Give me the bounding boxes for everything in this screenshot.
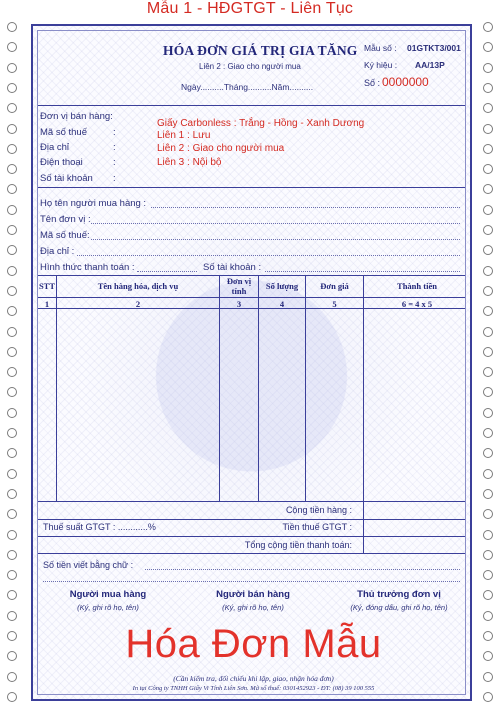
buyer-address-line bbox=[77, 255, 460, 256]
number-label: Số : bbox=[364, 78, 381, 88]
paper-info-line3: Liên 2 : Giao cho người mua bbox=[157, 143, 285, 154]
seller-phone-label: Điện thoại bbox=[40, 157, 83, 168]
buyer-account-line bbox=[265, 271, 460, 272]
copy-label: Liên 2 : Giao cho người mua bbox=[199, 62, 301, 71]
tractor-hole bbox=[7, 509, 17, 519]
buyer-unit-line bbox=[91, 223, 460, 224]
tractor-hole bbox=[483, 611, 493, 621]
tractor-hole bbox=[7, 63, 17, 73]
seller-account-colon: : bbox=[113, 173, 116, 184]
in-words-line bbox=[145, 569, 460, 570]
in-words-label: Số tiền viết bằng chữ : bbox=[43, 560, 134, 570]
date-line: Ngày..........Tháng..........Năm.......... bbox=[181, 82, 314, 92]
tractor-hole bbox=[7, 306, 17, 316]
col-header-qty: Số lượng bbox=[265, 281, 299, 291]
tractor-holes-right bbox=[480, 22, 496, 702]
col-number-4: 4 bbox=[279, 299, 285, 309]
tractor-hole bbox=[7, 408, 17, 418]
col-header-price: Đơn giá bbox=[320, 281, 349, 291]
invoice-code-box bbox=[360, 29, 460, 91]
tractor-hole bbox=[7, 387, 17, 397]
tractor-hole bbox=[483, 550, 493, 560]
tractor-hole bbox=[7, 590, 17, 600]
tractor-hole bbox=[7, 327, 17, 337]
tractor-hole bbox=[7, 448, 17, 458]
tractor-hole bbox=[7, 570, 17, 580]
tractor-hole bbox=[483, 42, 493, 52]
tractor-hole bbox=[7, 103, 17, 113]
tractor-hole bbox=[483, 590, 493, 600]
tractor-hole bbox=[483, 103, 493, 113]
tractor-hole bbox=[483, 266, 493, 276]
tractor-hole bbox=[7, 225, 17, 235]
signature-head-title: Thủ trưởng đơn vị bbox=[357, 589, 441, 600]
symbol-value: AA/13P bbox=[415, 60, 445, 70]
buyer-unit-label: Tên đơn vị : bbox=[40, 214, 91, 225]
col-number-2: 2 bbox=[135, 299, 141, 309]
tractor-hole bbox=[483, 469, 493, 479]
tractor-hole bbox=[7, 347, 17, 357]
seller-address-label: Địa chỉ bbox=[40, 142, 70, 153]
tractor-hole bbox=[483, 387, 493, 397]
tractor-hole bbox=[7, 245, 17, 255]
buyer-payment-line bbox=[137, 271, 197, 272]
invoice-title: HÓA ĐƠN GIÁ TRỊ GIA TĂNG bbox=[163, 43, 358, 58]
subtotal-label: Cộng tiền hàng : bbox=[285, 505, 352, 515]
sample-watermark: Hóa Đơn Mẫu bbox=[125, 622, 382, 666]
tractor-hole bbox=[7, 83, 17, 93]
buyer-name-line bbox=[151, 207, 460, 208]
col-number-6: 6 = 4 x 5 bbox=[401, 299, 433, 309]
tractor-hole bbox=[7, 469, 17, 479]
tractor-hole bbox=[483, 428, 493, 438]
footer-check-note: (Cần kiểm tra, đối chiếu khi lập, giao, nhận hóa đơn) bbox=[173, 674, 334, 683]
signature-head-note: (Ký, đóng dấu, ghi rõ họ, tên) bbox=[350, 603, 448, 612]
paper-info-line1: Giấy Carbonless : Trắng - Hồng - Xanh Dương bbox=[157, 118, 365, 129]
tractor-hole bbox=[483, 124, 493, 134]
tractor-hole bbox=[7, 124, 17, 134]
tractor-hole bbox=[483, 672, 493, 682]
tractor-hole bbox=[7, 205, 17, 215]
buyer-address-label: Địa chỉ : bbox=[40, 246, 75, 257]
seller-address-colon: : bbox=[113, 142, 116, 153]
tractor-hole bbox=[483, 367, 493, 377]
buyer-name-label: Họ tên người mua hàng : bbox=[40, 198, 147, 209]
tractor-hole bbox=[483, 225, 493, 235]
tractor-hole bbox=[7, 428, 17, 438]
buyer-tax-label: Mã số thuế: bbox=[40, 230, 90, 241]
tractor-hole bbox=[7, 22, 17, 32]
buyer-payment-label: Hình thức thanh toán : bbox=[40, 262, 135, 273]
col-header-goods: Tên hàng hóa, dịch vụ bbox=[97, 281, 179, 291]
tractor-hole bbox=[7, 651, 17, 661]
col-number-1: 1 bbox=[44, 299, 50, 309]
tractor-hole bbox=[483, 530, 493, 540]
tractor-hole bbox=[7, 672, 17, 682]
tractor-hole bbox=[483, 205, 493, 215]
tractor-hole bbox=[483, 164, 493, 174]
tractor-hole bbox=[483, 631, 493, 641]
paper-info-line4: Liên 3 : Nội bộ bbox=[157, 157, 222, 168]
signature-buyer-title: Người mua hàng bbox=[69, 589, 147, 600]
form-no-label: Mẫu số : bbox=[364, 43, 397, 53]
invoice-sheet bbox=[31, 24, 472, 701]
signature-seller-title: Người bán hàng bbox=[216, 589, 290, 600]
tractor-hole bbox=[483, 347, 493, 357]
tractor-hole bbox=[483, 448, 493, 458]
col-header-unit: Đơn vị tính bbox=[226, 276, 252, 296]
tractor-hole bbox=[483, 184, 493, 194]
tractor-hole bbox=[7, 144, 17, 154]
seller-tax-label: Mã số thuế bbox=[40, 127, 87, 138]
tractor-hole bbox=[483, 327, 493, 337]
page-title: Mẫu 1 - HĐGTGT - Liên Tục bbox=[146, 0, 354, 17]
vat-rate-label: Thuế suất GTGT : ............% bbox=[43, 522, 156, 532]
col-number-5: 5 bbox=[332, 299, 337, 309]
tractor-hole bbox=[483, 408, 493, 418]
tractor-hole bbox=[483, 489, 493, 499]
tractor-hole bbox=[7, 611, 17, 621]
seller-tax-colon: : bbox=[113, 127, 116, 138]
tractor-hole bbox=[483, 570, 493, 580]
seller-phone-colon: : bbox=[113, 157, 116, 168]
tractor-hole bbox=[483, 692, 493, 702]
tractor-hole bbox=[483, 245, 493, 255]
seller-unit-label: Đơn vị bán hàng: bbox=[40, 111, 113, 122]
tractor-hole bbox=[483, 83, 493, 93]
tractor-hole bbox=[7, 42, 17, 52]
signature-seller-note: (Ký, ghi rõ họ, tên) bbox=[222, 603, 284, 612]
tractor-hole bbox=[7, 530, 17, 540]
tractor-hole bbox=[7, 286, 17, 296]
col-number-3: 3 bbox=[236, 299, 242, 309]
tractor-hole bbox=[483, 286, 493, 296]
paper-info-line2: Liên 1 : Lưu bbox=[157, 130, 211, 141]
col-header-stt: STT bbox=[38, 281, 56, 291]
tractor-hole bbox=[7, 184, 17, 194]
tractor-hole bbox=[483, 22, 493, 32]
invoice-number: 0000000 bbox=[382, 75, 429, 89]
form-no-value: 01GTKT3/001 bbox=[407, 43, 461, 53]
tractor-hole bbox=[483, 651, 493, 661]
tractor-hole bbox=[7, 266, 17, 276]
tractor-hole bbox=[7, 489, 17, 499]
tractor-hole bbox=[7, 367, 17, 377]
grand-total-label: Tổng cộng tiền thanh toán: bbox=[244, 540, 352, 550]
tractor-hole bbox=[7, 550, 17, 560]
tractor-hole bbox=[483, 306, 493, 316]
vat-amount-label: Tiền thuế GTGT : bbox=[282, 522, 352, 532]
tractor-hole bbox=[483, 509, 493, 519]
tractor-hole bbox=[7, 631, 17, 641]
tractor-hole bbox=[483, 63, 493, 73]
tractor-holes-left bbox=[4, 22, 20, 702]
in-words-line-2 bbox=[43, 581, 460, 582]
seller-account-label: Số tài khoản bbox=[40, 173, 93, 184]
signature-buyer-note: (Ký, ghi rõ họ, tên) bbox=[77, 603, 139, 612]
tractor-hole bbox=[483, 144, 493, 154]
buyer-tax-line bbox=[91, 239, 460, 240]
col-header-amount: Thành tiền bbox=[397, 281, 437, 291]
tractor-hole bbox=[7, 164, 17, 174]
symbol-label: Ký hiệu : bbox=[364, 60, 398, 70]
tractor-hole bbox=[7, 692, 17, 702]
footer-printer-note: In tại Công ty TNHH Giấy Vi Tính Liên Sơn. Mã số thuế: 0301452923 - ĐT: (08) 39 100 555 bbox=[132, 685, 375, 692]
buyer-account-label: Số tài khoản : bbox=[203, 262, 262, 273]
